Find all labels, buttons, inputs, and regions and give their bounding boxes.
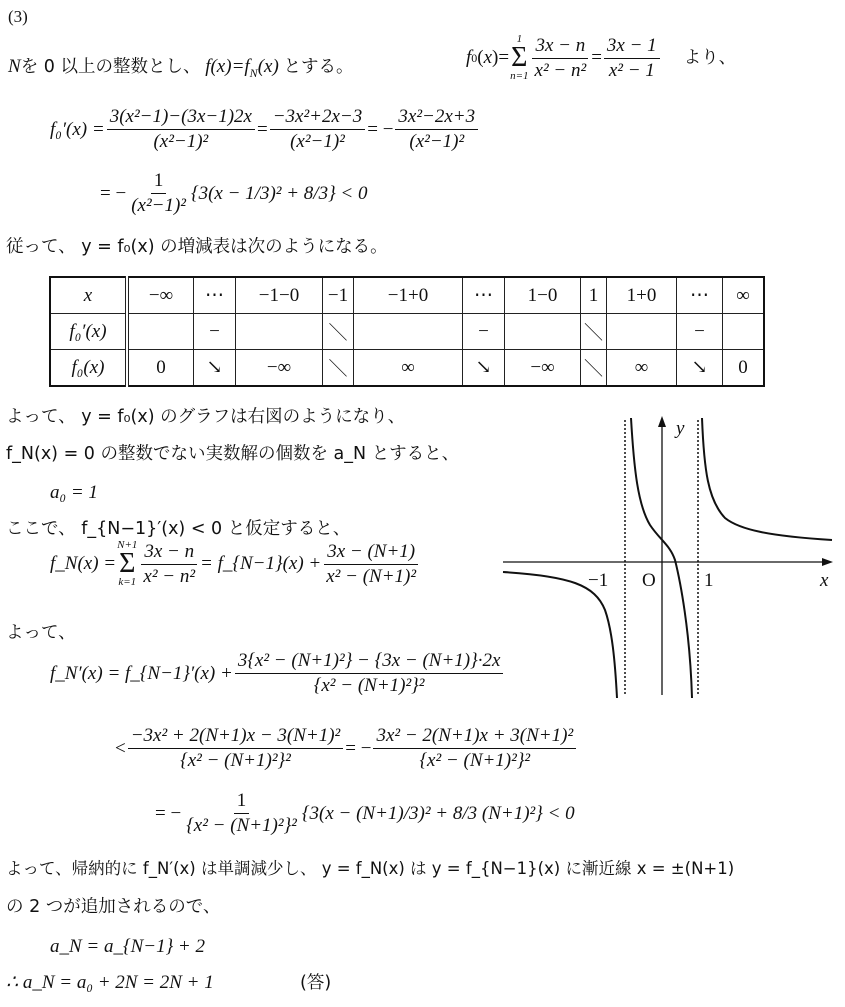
body-line9: = − $\frac{1}{\text{\{x² − (N+1)²\}²}}$ {3(x − (N+1)/3)² + 8/3 (N+1)²} < 0 <box>155 790 575 836</box>
table-cell: ＼ <box>323 350 354 387</box>
body-line7: f_N′(x) = f_{N−1}′(x) + $\frac{\text{3\{x² − (N+1)²\} − \{3x − (N+1)\}·2x}}{\text{\{x² − (N+1)²\}²}}$ <box>50 650 505 697</box>
table-cell: 1+0 <box>607 277 677 314</box>
table-cell: 1 <box>581 277 607 314</box>
problem-label: (3) <box>8 7 28 26</box>
table-cell: ↘ <box>677 350 723 387</box>
tick-label-1: 1 <box>704 570 714 591</box>
table-cell: −∞ <box>236 350 323 387</box>
table-cell <box>505 314 581 350</box>
table-row-x <box>50 277 764 314</box>
graph-svg <box>500 410 845 700</box>
body-line1: よって、 y = f₀(x) のグラフは右図のようになり、 <box>6 407 406 427</box>
table-cell: ↘ <box>194 350 236 387</box>
table-cell: 1−0 <box>505 277 581 314</box>
row-header: f₀(x) <box>50 350 127 387</box>
table-cell: −1 <box>323 277 354 314</box>
body-line3: a₀ = 1 <box>50 482 98 503</box>
fraction: $\frac{3x - n}{\text{x² − n²}}$ <box>532 35 590 82</box>
table-cell <box>723 314 765 350</box>
body-line12: a_N = a_{N−1} + 2 <box>50 936 206 957</box>
answer-mark: (答) <box>300 973 332 993</box>
sum-symbol: 1 Σ n=1 <box>510 33 529 82</box>
table-cell: ＼ <box>581 314 607 350</box>
table-cell: −∞ <box>505 350 581 387</box>
body-line4: ここで、 f_{N−1}′(x) < 0 と仮定すると、 <box>6 519 351 539</box>
f-def: $f(x)=f_N(x)$ <box>205 56 279 80</box>
table-cell: 0 <box>127 350 194 387</box>
table-cell: − <box>194 314 236 350</box>
body-line11: の 2 つが追加されるので、 <box>6 897 221 917</box>
derivative-line1: f₀′(x) = $\frac{\text{3(x²−1)−(3x−1)2x}}{\text{(x²−1)²}}$ = $\frac{\text{−3x²+2x−3}}{\text{(x²−1)²}}$ = − $\frac{\text{3x²−2x+3}}{\text{(x²−1)²}}$ <box>50 106 480 153</box>
intro-lead: を 0 以上の整数とし、 <box>20 57 201 77</box>
y-axis-label: y <box>676 418 685 439</box>
origin-label: O <box>642 570 656 591</box>
table-cell: −1+0 <box>354 277 463 314</box>
increase-decrease-table <box>49 276 765 387</box>
table-cell: ⋯ <box>463 277 505 314</box>
table-row-f <box>50 350 764 387</box>
table-cell: ⋯ <box>194 277 236 314</box>
tick-label-minus1: −1 <box>588 570 609 591</box>
function-graph <box>500 410 845 705</box>
table-cell: − <box>677 314 723 350</box>
table-cell <box>354 314 463 350</box>
var-N: N <box>8 56 21 77</box>
fraction: $\frac{3x - 1}{\text{x² − 1}}$ <box>604 35 660 82</box>
body-line6: よって、 <box>6 623 76 643</box>
table-cell <box>236 314 323 350</box>
intro-suffix: とする。 <box>283 57 354 77</box>
table-cell: 0 <box>723 350 765 387</box>
table-cell: ＼ <box>323 314 354 350</box>
table-cell: − <box>463 314 505 350</box>
row-header: x <box>50 277 127 314</box>
table-cell <box>127 314 194 350</box>
body-line2: f_N(x) = 0 の整数でない実数解の個数を a_N とすると、 <box>6 444 460 464</box>
table-intro: 従って、 y = f₀(x) の増減表は次のようになる。 <box>6 237 388 257</box>
table-cell: ＼ <box>581 350 607 387</box>
x-axis-label: x <box>820 570 829 591</box>
table-cell: ∞ <box>723 277 765 314</box>
table-cell: ∞ <box>607 350 677 387</box>
body-line8: < $\frac{\text{−3x² + 2(N+1)x − 3(N+1)²}}{\text{\{x² − (N+1)²\}²}}$ = − $\frac{\text{3x² − 2(N+1)x + 3(N+1)²}}{\text{\{x² − (N+1)²\}²}}$ <box>115 725 578 772</box>
table-row-fprime <box>50 314 764 350</box>
table-cell: ⋯ <box>677 277 723 314</box>
table-cell <box>607 314 677 350</box>
derivative-line2: = − $\frac{1}{\text{(x²−1)²}}$ {3(x − 1/3)² + 8/3} < 0 <box>100 170 368 216</box>
body-line13: ∴ a_N = a₀ + 2N = 2N + 1 <box>6 972 214 993</box>
intro-line <box>8 56 354 84</box>
f0-definition: f 0 ( x )= 1 Σ n=1 $\frac{3x - n}{\text{x² − n²}}$ = $\frac{3x - 1}{\text{x² − 1}}$ より、 <box>466 33 737 82</box>
intro-tail: より、 <box>683 48 737 68</box>
body-line10: よって、帰納的に f_N′(x) は単調減少し、 y = f_N(x) は y = f_{N−1}(x) に漸近線 x = ±(N+1) <box>6 859 735 878</box>
table-cell: ∞ <box>354 350 463 387</box>
table-cell: −∞ <box>127 277 194 314</box>
table-cell: −1−0 <box>236 277 323 314</box>
table-cell: ↘ <box>463 350 505 387</box>
row-header: f₀′(x) <box>50 314 127 350</box>
body-line5: f_N(x) = N+1 Σ k=1 $\frac{3x - n}{\text{x² − n²}}$ = f_{N−1}(x) + $\frac{3x - (N+1)}{\text{x² − (N+1)²}}$ <box>50 540 421 588</box>
